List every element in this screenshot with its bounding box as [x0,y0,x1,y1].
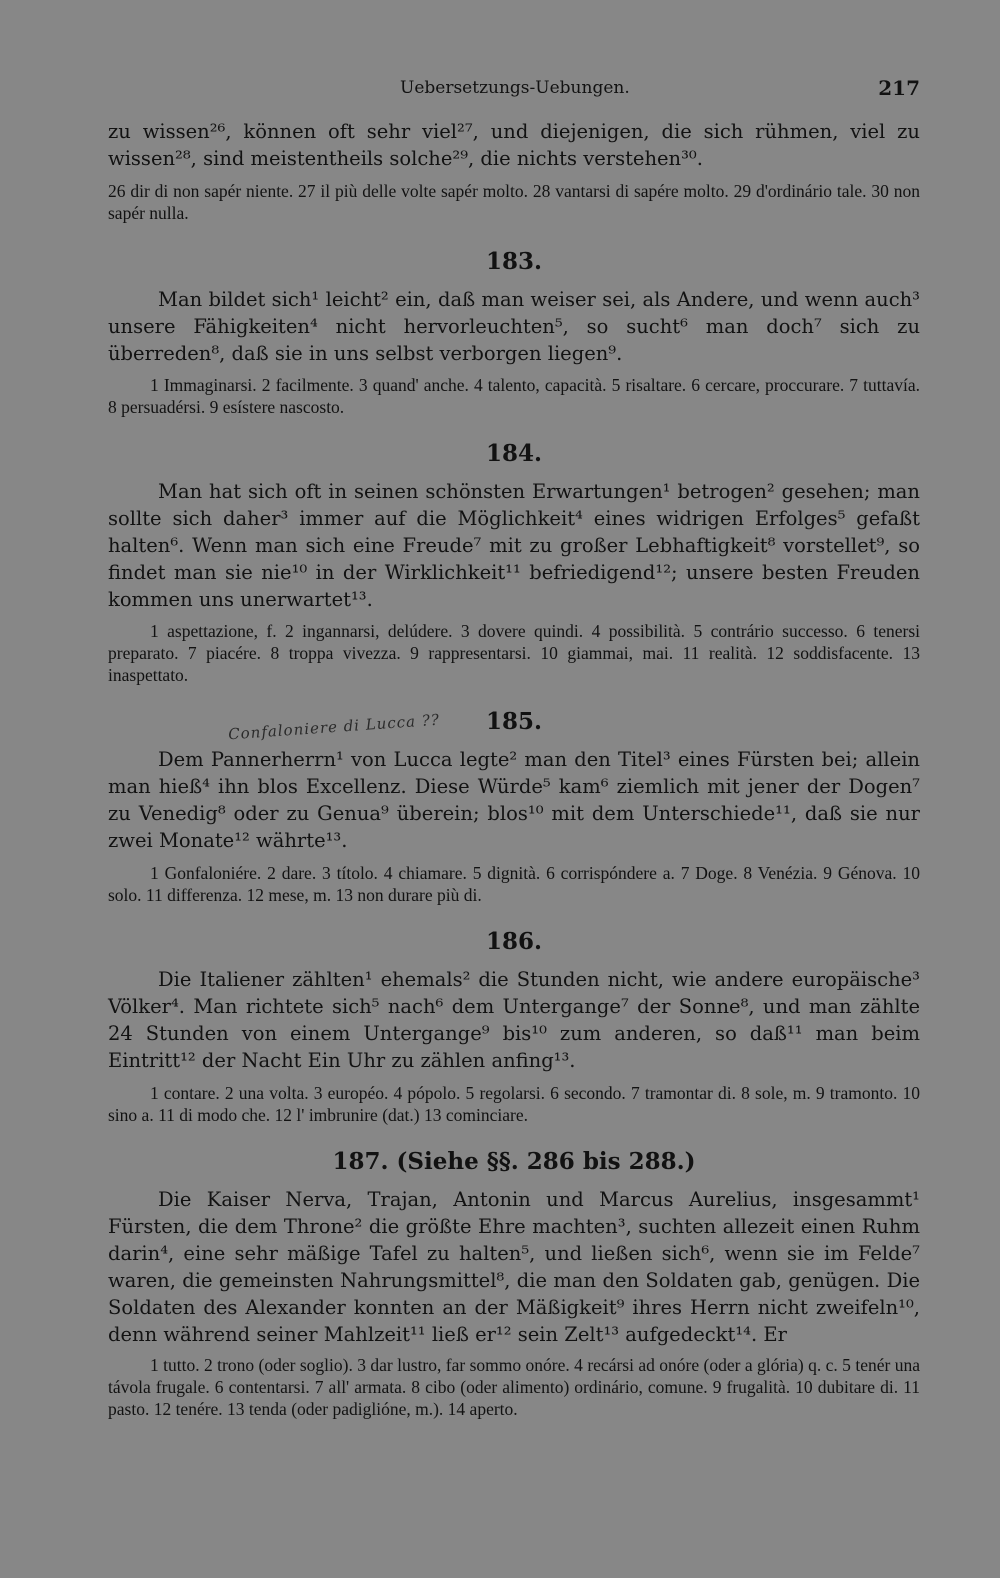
section-number-184: 184. [485,440,543,467]
section-notes-187: 1 tutto. 2 trono (oder soglio). 3 dar lustro, far sommo onóre. 4 recársi ad onóre (oder a glória) q. c. 5 tenér una távola frugale. 6 contentarsi. 7 all' armata. 8 cibo (oder alimento) ordinário, comune. 9 frugalità. 10 dubitare di. 11 pasto. 12 tenére. 13 tenda (oder padiglióne, m.). 14 aperto. [108,1355,920,1419]
section-notes-184: 1 aspettazione, f. 2 ingannarsi, delúdere. 3 dovere quindi. 4 possibilità. 5 contrário successo. 6 tenersi preparato. 7 piacére. 8 troppa vivezza. 9 rappresentarsi. 10 giammai, mai. 11 realità. 12 soddisfacente. 13 inaspettato. [108,621,920,685]
section-number-183: 183. [485,248,543,275]
running-head-title: Uebersetzungs-Uebungen. [400,78,630,98]
section-number-187: 187. (Siehe §§. 286 bis 288.) [332,1148,696,1175]
handwritten-annotation: Confaloniere di Lucca ?? [227,710,441,744]
section-text-184: Man hat sich oft in seinen schönsten Erwartungen¹ betrogen² gesehen; man sollte sich daher³ immer auf die Möglichkeit⁴ eines widrigen Erfolges⁵ gefaßt halten⁶. Wenn man sich eine Freude⁷ mit zu großer Lebhaftigkeit⁸ vorstellet⁹, so findet man sie nie¹⁰ in der Wirklichkeit¹¹ befriedigend¹²; unsere besten Freuden kommen uns unerwartet¹³. [108,480,920,611]
section-text-183: Man bildet sich¹ leicht² ein, daß man weiser sei, als Andere, und wenn auch³ unsere Fähigkeiten⁴ nicht hervorleuchten⁵, so sucht⁶ man doch⁷ sich zu überreden⁸, daß sie in uns selbst verborgen liegen⁹. [108,288,920,365]
section-text-186: Die Italiener zählten¹ ehemals² die Stunden nicht, wie andere europäische³ Völker⁴. Man richtete sich⁵ nach⁶ dem Untergange⁷ der Sonne⁸, und man zählte 24 Stunden von einem Untergange⁹ bis¹⁰ zum anderen, so daß¹¹ man beim Eintritt¹² der Nacht Ein Uhr zu zählen anfing¹³. [108,968,920,1072]
section-number-185: 185. [485,708,543,735]
section-notes-185: 1 Gonfaloniére. 2 dare. 3 títolo. 4 chiamare. 5 dignità. 6 corrispóndere a. 7 Doge. 8 Venézia. 9 Génova. 10 solo. 11 differenza. 12 mese, m. 13 non durare più di. [108,863,920,905]
section-notes-183: 1 Immaginarsi. 2 facilmente. 3 quand' anche. 4 talento, capacità. 5 risaltare. 6 cercare, proccurare. 7 tuttavía. 8 persuadérsi. 9 esístere nascosto. [108,375,920,417]
section-text-185: Dem Pannerherrn¹ von Lucca legte² man den Titel³ eines Fürsten bei; allein man hieß⁴ ihn blos Excellenz. Diese Würde⁵ kam⁶ ziemlich mit jener der Dogen⁷ zu Venedig⁸ oder zu Genua⁹ überein; blos¹⁰ mit dem Unterschiede¹¹, daß sie nur zwei Monate¹² währte¹³. [108,748,920,852]
section-text-187: Die Kaiser Nerva, Trajan, Antonin und Marcus Aurelius, insgesammt¹ Fürsten, die dem Throne² die größte Ehre machten³, suchten allezeit einen Ruhm darin⁴, eine sehr mäßige Tafel zu halten⁵, und ließen sich⁶, wenn sie im Felde⁷ waren, die gemeinsten Nahrungsmittel⁸, die man den Soldaten gab, genügen. Die Soldaten des Alexander konnten an der Mäßigkeit⁹ ihres Herrn nicht zweifeln¹⁰, denn während seiner Mahlzeit¹¹ ließ er¹² sein Zelt¹³ aufgedeckt¹⁴. Er [108,1188,920,1346]
intro-text: zu wissen²⁶, können oft sehr viel²⁷, und diejenigen, die sich rühmen, viel zu wissen²⁸, sind meistentheils solche²⁹, die nichts verstehen³⁰. [108,120,920,170]
running-head [108,76,920,106]
section-notes-186: 1 contare. 2 una volta. 3 européo. 4 pópolo. 5 regolarsi. 6 secondo. 7 tramontar di. 8 sole, m. 9 tramonto. 10 sino a. 11 di modo che. 12 l' imbrunire (dat.) 13 cominciare. [108,1083,920,1125]
page-number: 217 [878,76,920,100]
section-number-186: 186. [485,928,543,955]
intro-notes: 26 dir di non sapér niente. 27 il più delle volte sapér molto. 28 vantarsi di sapére molto. 29 d'ordinário tale. 30 non sapér nulla. [108,181,920,223]
